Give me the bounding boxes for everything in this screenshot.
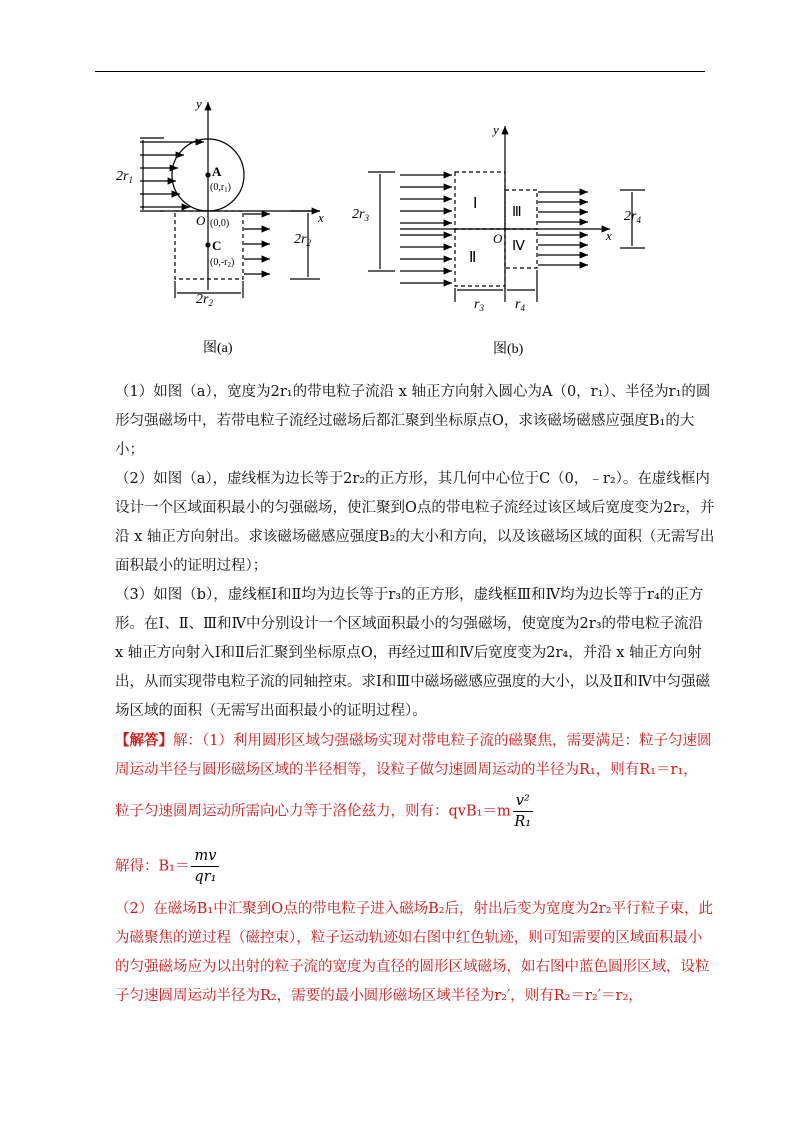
svg-text:2r4	[624, 209, 641, 225]
point-C-label: C	[212, 238, 222, 253]
svg-text:(0,r1)	[210, 182, 231, 194]
answer-part-2: （2）在磁场B₁中汇聚到O点的带电粒子进入磁场B₂后，射出后变为宽度为2r₂平行粒子束，此为磁聚焦的逆过程（磁控束），粒子运动轨迹如右图中红色轨迹，则可知需要的区域面积最小的匀强磁场应为以出射的粒子流的宽度为直径的圆形区域磁场，如右图中蓝色圆形区域，设粒子匀速圆周运动半径为R₂，需要的最小圆形磁场区域半径为r₂′，则有R₂＝r₂′＝r₂，	[115, 901, 714, 1004]
answer-block	[115, 726, 715, 1011]
origin-label-b: O	[493, 231, 503, 246]
label-2r4: 2r	[624, 209, 637, 224]
origin-label-a: O	[196, 213, 206, 228]
label-2r1: 2r	[116, 169, 129, 184]
label-r3: r	[474, 297, 480, 312]
fraction-den-2: qr₁	[194, 869, 217, 885]
label-2r2-bottom: 2r	[196, 292, 209, 307]
coord-C: (0,-r	[210, 257, 228, 268]
label-r3-sub: 3	[479, 303, 484, 313]
svg-text:r4	[515, 297, 525, 313]
label-2r3: 2r	[352, 207, 365, 222]
label-2r3-sub: 3	[364, 213, 369, 223]
region-IV-label: Ⅳ	[512, 239, 525, 254]
fraction-num-1: v²	[513, 791, 533, 812]
coord-O: (0,0)	[210, 218, 230, 229]
coord-C-sub: 2	[227, 261, 231, 269]
coord-A-end: )	[227, 182, 232, 193]
coord-A: (0,r	[210, 182, 225, 193]
fraction-den-1: R₁	[514, 814, 532, 830]
outgoing-beam-a	[244, 214, 270, 274]
x-axis-label-a: x	[318, 210, 324, 225]
svg-text:r3	[474, 297, 484, 313]
y-axis-label-b: y	[493, 122, 499, 137]
question-block	[115, 378, 715, 726]
header-rule	[95, 71, 705, 72]
figures	[0, 90, 800, 370]
caption-a: 图(a)	[203, 341, 233, 356]
label-r4: r	[515, 297, 521, 312]
svg-text:2r3	[352, 207, 369, 223]
svg-text:2r2	[294, 232, 311, 248]
region-III-label: Ⅲ	[512, 205, 522, 220]
box-I	[455, 172, 505, 229]
label-2r2-right-sub: 2	[306, 238, 311, 248]
answer-line-1: 解：（1）利用圆形区域匀强磁场实现对带电粒子流的磁聚焦，需要满足：粒子匀速圆周运动半径与圆形磁场区域的半径相等，设粒子做匀速圆周运动的半径为R₁，则有R₁＝r₁，	[115, 733, 712, 778]
question-part-1: （1）如图（a），宽度为2r₁的带电粒子流沿 x 轴正方向射入圆心为A（0，r₁）、半径为r₁的圆形匀强磁场中，若带电粒子流经过磁场后都汇聚到坐标原点O，求该磁场磁感应强度B₁的大小；	[115, 384, 711, 458]
coord-C-end: )	[231, 257, 235, 268]
caption-b: 图(b)	[493, 342, 524, 357]
svg-text:(0,-r2)	[210, 257, 234, 269]
question-part-2: （2）如图（a），虚线框为边长等于2r₂的正方形，其几何中心位于C（0，﹣r₂）。在虚线框内设计一个区域面积最小的匀强磁场，使汇聚到O点的带电粒子流经过该区域后宽度变为2r₂，并沿 x 轴正方向射出。求该磁场磁感应强度B₂的大小和方向，以及该磁场区域的面积（无需写出面积最小的证明过程）；	[115, 471, 715, 574]
x-axis-label-b: x	[606, 228, 612, 243]
point-A-label: A	[212, 164, 222, 179]
svg-text:2r2	[196, 292, 213, 308]
fraction-mv-over-qr1	[191, 846, 219, 887]
label-2r4-sub: 4	[636, 215, 641, 225]
answer-tag: 【解答】	[115, 732, 173, 749]
label-2r2-right: 2r	[294, 232, 307, 247]
label-r4-sub: 4	[520, 303, 525, 313]
y-axis-label-a: y	[196, 96, 202, 111]
label-2r1-sub: 1	[128, 175, 133, 185]
figure-b	[368, 126, 645, 302]
svg-text:2r1	[116, 169, 133, 185]
fraction-v2-over-R1	[513, 791, 533, 832]
label-2r2-bottom-sub: 2	[208, 298, 213, 308]
region-I-label: Ⅰ	[473, 196, 478, 212]
coord-A-sub: 1	[224, 186, 228, 194]
answer-line-2: 粒子匀速圆周运动所需向心力等于洛伦兹力，则有：qvB₁＝m	[115, 803, 511, 820]
fraction-num-2: mv	[191, 846, 219, 867]
region-II-label: Ⅱ	[469, 250, 477, 266]
question-part-3: （3）如图（b），虚线框Ⅰ和Ⅱ均为边长等于r₃的正方形，虚线框Ⅲ和Ⅳ均为边长等于r₄的正方形。在Ⅰ、Ⅱ、Ⅲ和Ⅳ中分别设计一个区域面积最小的匀强磁场，使宽度为2r₃的带电粒子流沿 x 轴正方向射入Ⅰ和Ⅱ后汇聚到坐标原点O，再经过Ⅲ和Ⅳ后宽度变为2r₄，并沿 x 轴正方向射出，从而实现带电粒子流的同轴控束。求Ⅰ和Ⅲ中磁场磁感应强度的大小，以及Ⅱ和Ⅳ中匀强磁场区域的面积（无需写出面积最小的证明过程）。	[115, 587, 711, 719]
answer-line-3: 解得：B₁＝	[115, 858, 190, 875]
